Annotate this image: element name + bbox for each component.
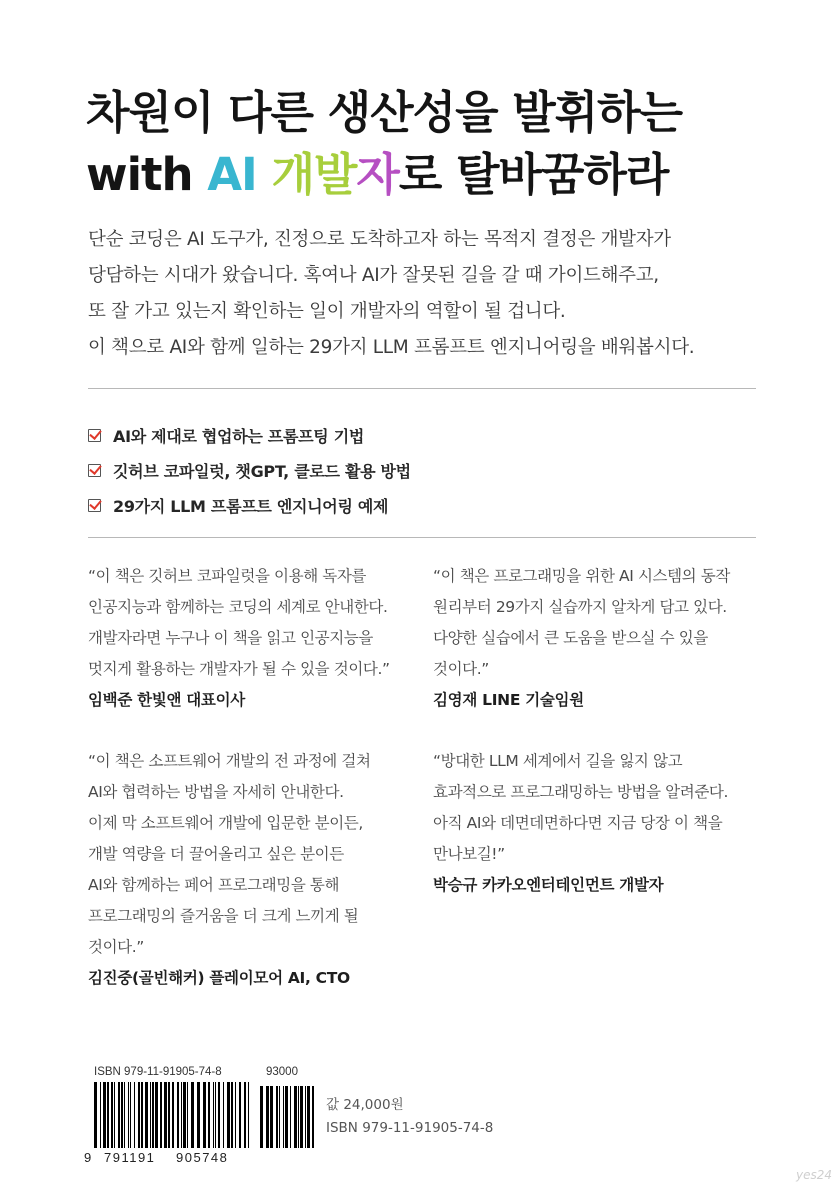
intro-paragraph: [88, 222, 694, 366]
barcode-bar: [150, 1082, 151, 1148]
quote-line: 원리부터 29가지 실습까지 알차게 담고 있다.: [433, 598, 727, 616]
barcode-bar: [208, 1082, 210, 1148]
barcode-bar: [121, 1082, 123, 1148]
barcode-bar: [218, 1082, 220, 1148]
barcode-bar: [145, 1082, 148, 1148]
barcode-addon-label: 93000: [266, 1066, 298, 1078]
headline-rest: 로 탈바꿈하라: [398, 148, 669, 201]
barcode-bar: [312, 1086, 314, 1148]
headline-ai: AI: [207, 148, 257, 201]
barcode-bar: [94, 1082, 97, 1148]
quote-line: “이 책은 소프트웨어 개발의 전 과정에 걸쳐: [88, 752, 371, 770]
headline-line-1: 차원이 다른 생산성을 발휘하는: [86, 86, 683, 139]
intro-line: 이 책으로 AI와 함께 일하는 29가지 LLM 프롬프트 엔지니어링을 배워봅시다.: [88, 337, 695, 358]
quote-line: 것이다.”: [433, 660, 489, 678]
quote-author: 김영재 LINE 기술임원: [433, 691, 584, 709]
barcode-digits-right: 905748: [176, 1150, 229, 1165]
barcode-bar: [100, 1082, 101, 1148]
feature-list: [88, 418, 411, 523]
quote-line: 만나보길!”: [433, 845, 505, 863]
barcode-bar: [270, 1086, 273, 1148]
barcode-bar: [168, 1082, 170, 1148]
headline-ja: 자: [356, 148, 399, 201]
quote-author: 임백준 한빛앤 대표이사: [88, 691, 245, 709]
barcode-isbn-label: ISBN 979-11-91905-74-8: [94, 1066, 222, 1078]
barcode-bar: [138, 1082, 140, 1148]
barcode-bar: [227, 1082, 230, 1148]
quote-author: 박승규 카카오엔터테인먼트 개발자: [433, 876, 664, 894]
quote-line: 개발 역량을 더 끌어올리고 싶은 분이든: [88, 845, 344, 863]
barcode-bar: [124, 1082, 125, 1148]
barcode-bar: [172, 1082, 174, 1148]
barcode-bar: [276, 1086, 278, 1148]
endorsement-quote: [88, 561, 428, 716]
feature-text: 깃허브 코파일럿, 챗GPT, 클로드 활용 방법: [113, 462, 411, 481]
watermark-logo: yes24: [796, 1168, 833, 1182]
intro-line: 당담하는 시대가 왔습니다. 혹여나 AI가 잘못된 길을 갈 때 가이드해주고,: [88, 265, 659, 286]
barcode-bar: [134, 1082, 135, 1148]
barcode-bar: [183, 1082, 186, 1148]
barcode-bar: [197, 1082, 200, 1148]
quote-line: AI와 협력하는 방법을 자세히 안내한다.: [88, 783, 344, 801]
barcode-bar: [223, 1082, 224, 1148]
headline: [86, 82, 682, 206]
barcode-main-bars: [94, 1082, 249, 1148]
quote-line: AI와 함께하는 페어 프로그래밍을 통해: [88, 876, 340, 894]
barcode-bar: [290, 1086, 291, 1148]
quote-line: 아직 AI와 데면데면하다면 지금 당장 이 책을: [433, 814, 723, 832]
quote-line: 인공지능과 함께하는 코딩의 세계로 안내한다.: [88, 598, 388, 616]
barcode-bar: [239, 1082, 241, 1148]
barcode-bar: [298, 1086, 299, 1148]
barcode-addon-bars: [260, 1086, 314, 1148]
barcode-bar: [103, 1082, 106, 1148]
barcode-bar: [248, 1082, 249, 1148]
checkbox-checked-icon: [88, 499, 101, 512]
barcode-bar: [111, 1082, 113, 1148]
barcode-bar: [114, 1082, 115, 1148]
price-text: 값 24,000원: [326, 1097, 404, 1113]
checkbox-checked-icon: [88, 429, 101, 442]
quote-line: “이 책은 프로그래밍을 위한 AI 시스템의 동작: [433, 567, 730, 585]
barcode-bar: [203, 1082, 206, 1148]
quote-line: “방대한 LLM 세계에서 길을 잃지 않고: [433, 752, 683, 770]
barcode-bar: [152, 1082, 154, 1148]
barcode-bar: [181, 1082, 182, 1148]
barcode-bar: [244, 1082, 246, 1148]
intro-line: 또 잘 가고 있는지 확인하는 일이 개발자의 역할이 될 겁니다.: [88, 301, 566, 322]
quote-line: 프로그래밍의 즐거움을 더 크게 느끼게 될: [88, 907, 359, 925]
barcode-bar: [300, 1086, 303, 1148]
headline-with: with: [86, 148, 208, 201]
barcode-bar: [260, 1086, 263, 1148]
barcode-digit-lead: 9: [84, 1150, 93, 1165]
barcode-bar: [177, 1082, 179, 1148]
headline-line-2: [86, 144, 682, 206]
barcode-bar: [294, 1086, 297, 1148]
barcode-bar: [285, 1086, 288, 1148]
feature-text: AI와 제대로 협업하는 프롬프팅 기법: [113, 427, 365, 446]
barcode-bars: [84, 1082, 316, 1152]
barcode-bar: [164, 1082, 167, 1148]
quote-line: “이 책은 깃허브 코파일럿을 이용해 독자를: [88, 567, 367, 585]
barcode-bar: [215, 1082, 216, 1148]
barcode-bar: [130, 1082, 131, 1148]
barcode-bar: [231, 1082, 233, 1148]
intro-line: 단순 코딩은 AI 도구가, 진정으로 도착하고자 하는 목적지 결정은 개발자가: [88, 229, 671, 250]
barcode-bar: [141, 1082, 143, 1148]
barcode-bar: [191, 1082, 194, 1148]
quote-line: 멋지게 활용하는 개발자가 될 수 있을 것이다.”: [88, 660, 390, 678]
endorsement-quote: [88, 746, 428, 994]
divider-top: [88, 388, 756, 389]
barcode-bar: [266, 1086, 269, 1148]
barcode-bar: [187, 1082, 188, 1148]
feature-text: 29가지 LLM 프롬프트 엔지니어링 예제: [113, 497, 389, 516]
quote-line: 이제 막 소프트웨어 개발에 입문한 분이든,: [88, 814, 363, 832]
barcode-bar: [235, 1082, 236, 1148]
barcode-bar: [160, 1082, 162, 1148]
barcode-bar: [279, 1086, 280, 1148]
quote-author: 김진중(골빈해커) 플레이모어 AI, CTO: [88, 969, 350, 987]
isbn-text: ISBN 979-11-91905-74-8: [326, 1120, 494, 1136]
barcode-bar: [213, 1082, 214, 1148]
barcode-bar: [305, 1086, 306, 1148]
quote-line: 다양한 실습에서 큰 도움을 받으실 수 있을: [433, 629, 708, 647]
endorsement-quote: [433, 561, 773, 716]
quote-line: 개발자라면 누구나 이 책을 읽고 인공지능을: [88, 629, 373, 647]
quote-line: 것이다.”: [88, 938, 144, 956]
headline-dev: 개발: [256, 148, 357, 201]
quote-line: 효과적으로 프로그래밍하는 방법을 알려준다.: [433, 783, 728, 801]
barcode-bar: [307, 1086, 310, 1148]
barcode-bar: [107, 1082, 109, 1148]
barcode-digits-left: 791191: [104, 1150, 156, 1165]
divider-bottom: [88, 537, 756, 538]
barcode-bar: [155, 1082, 158, 1148]
barcode-bar: [128, 1082, 129, 1148]
feature-item: [88, 488, 411, 523]
barcode-bar: [118, 1082, 120, 1148]
feature-item: [88, 418, 411, 453]
feature-item: [88, 453, 411, 488]
endorsement-quote: [433, 746, 773, 901]
barcode-bar: [283, 1086, 284, 1148]
checkbox-checked-icon: [88, 464, 101, 477]
